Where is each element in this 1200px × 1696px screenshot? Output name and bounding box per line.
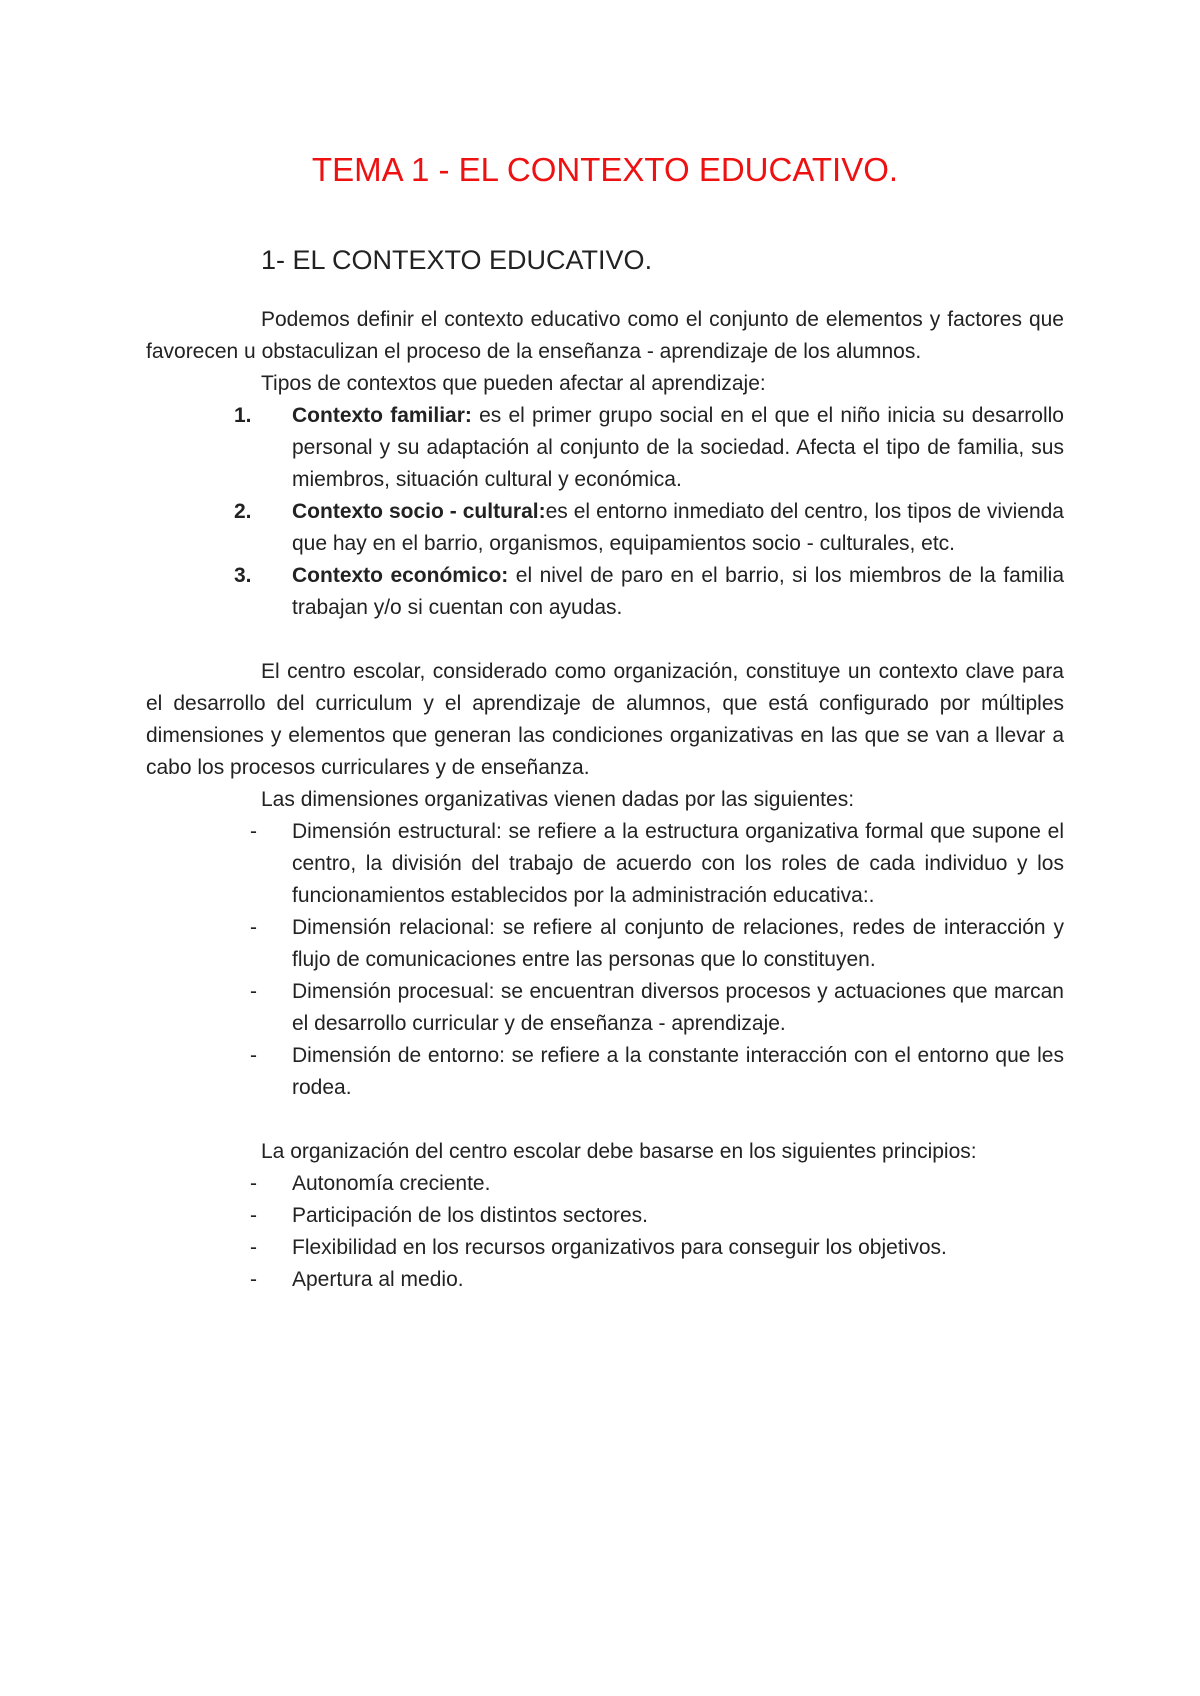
list-item-text: el nivel de paro en el barrio, si los miembros de la familia trabajan y/o si cuentan con ayudas. xyxy=(292,564,1065,619)
list-number: 3. xyxy=(234,564,252,587)
section-heading: 1- EL CONTEXTO EDUCATIVO. xyxy=(261,245,653,275)
list-item-text: es el primer grupo social en el que el niño inicia su desarrollo personal y su adaptación al conjunto de la sociedad. Afecta el tipo de familia, sus miembros, situación cultural y económica. xyxy=(292,404,1064,491)
list-item-label: Contexto socio - cultural: xyxy=(292,500,546,523)
dash-bullet: - xyxy=(250,980,257,1003)
spacer xyxy=(146,624,1064,656)
dash-bullet: - xyxy=(250,820,257,843)
context-types-list xyxy=(146,400,1064,624)
list-item xyxy=(146,1200,1064,1232)
dimensions-list xyxy=(146,816,1064,1104)
list-item xyxy=(146,816,1064,912)
list-item xyxy=(146,1264,1064,1296)
dash-bullet: - xyxy=(250,916,257,939)
list-item-text: Participación de los distintos sectores. xyxy=(292,1204,649,1227)
list-item xyxy=(146,496,1064,560)
centro-paragraph: El centro escolar, considerado como organización, constituye un contexto clave para el desarrollo del curriculum y el aprendizaje de alumnos, que está configurado por múltiples dimensiones y elementos que generan las condiciones organizativas en las que se van a llevar a cabo los procesos curriculares y de enseñanza. xyxy=(146,660,1064,779)
dash-bullet: - xyxy=(250,1172,257,1195)
document-title: TEMA 1 - EL CONTEXTO EDUCATIVO. xyxy=(311,151,899,188)
list-item xyxy=(146,1232,1064,1264)
intro-paragraph: Podemos definir el contexto educativo como el conjunto de elementos y factores que favorecen u obstaculizan el proceso de la enseñanza - aprendizaje de los alumnos. xyxy=(146,308,1064,363)
principles-intro: La organización del centro escolar debe basarse en los siguientes principios: xyxy=(261,1140,977,1163)
list-item-text: Flexibilidad en los recursos organizativos para conseguir los objetivos. xyxy=(292,1236,947,1259)
list-item xyxy=(146,1040,1064,1104)
list-item xyxy=(146,400,1064,496)
list-item-text: Dimensión de entorno: se refiere a la constante interacción con el entorno que les rodea. xyxy=(292,1044,1064,1099)
dimensions-intro: Las dimensiones organizativas vienen dadas por las siguientes: xyxy=(261,788,855,811)
list-item-text: es el entorno inmediato del centro, los tipos de vivienda que hay en el barrio, organismos, equipamientos socio - culturales, etc. xyxy=(292,500,1064,555)
list-item-text: Autonomía creciente. xyxy=(292,1172,491,1195)
principles-list xyxy=(146,1168,1064,1296)
list-item-text: Dimensión relacional: se refiere al conjunto de relaciones, redes de interacción y flujo de comunicaciones entre las personas que lo constituyen. xyxy=(292,916,1064,971)
list-item xyxy=(146,560,1064,624)
list-item xyxy=(146,1168,1064,1200)
document-content xyxy=(146,140,1064,1296)
list-item xyxy=(146,912,1064,976)
dash-bullet: - xyxy=(250,1204,257,1227)
list-item-label: Contexto económico: xyxy=(292,564,509,587)
dash-bullet: - xyxy=(250,1044,257,1067)
list-item-text: Apertura al medio. xyxy=(292,1268,464,1291)
types-intro: Tipos de contextos que pueden afectar al aprendizaje: xyxy=(261,372,766,395)
dash-bullet: - xyxy=(250,1268,257,1291)
list-number: 2. xyxy=(234,500,252,523)
list-number: 1. xyxy=(234,404,252,427)
dash-bullet: - xyxy=(250,1236,257,1259)
list-item-text: Dimensión procesual: se encuentran diversos procesos y actuaciones que marcan el desarrollo curricular y de enseñanza - aprendizaje. xyxy=(292,980,1064,1035)
list-item-text: Dimensión estructural: se refiere a la estructura organizativa formal que supone el centro, la división del trabajo de acuerdo con los roles de cada individuo y los funcionamientos establecidos por la administración educativa:. xyxy=(292,820,1064,907)
list-item xyxy=(146,976,1064,1040)
list-item-label: Contexto familiar: xyxy=(292,404,472,427)
spacer xyxy=(146,1104,1064,1136)
